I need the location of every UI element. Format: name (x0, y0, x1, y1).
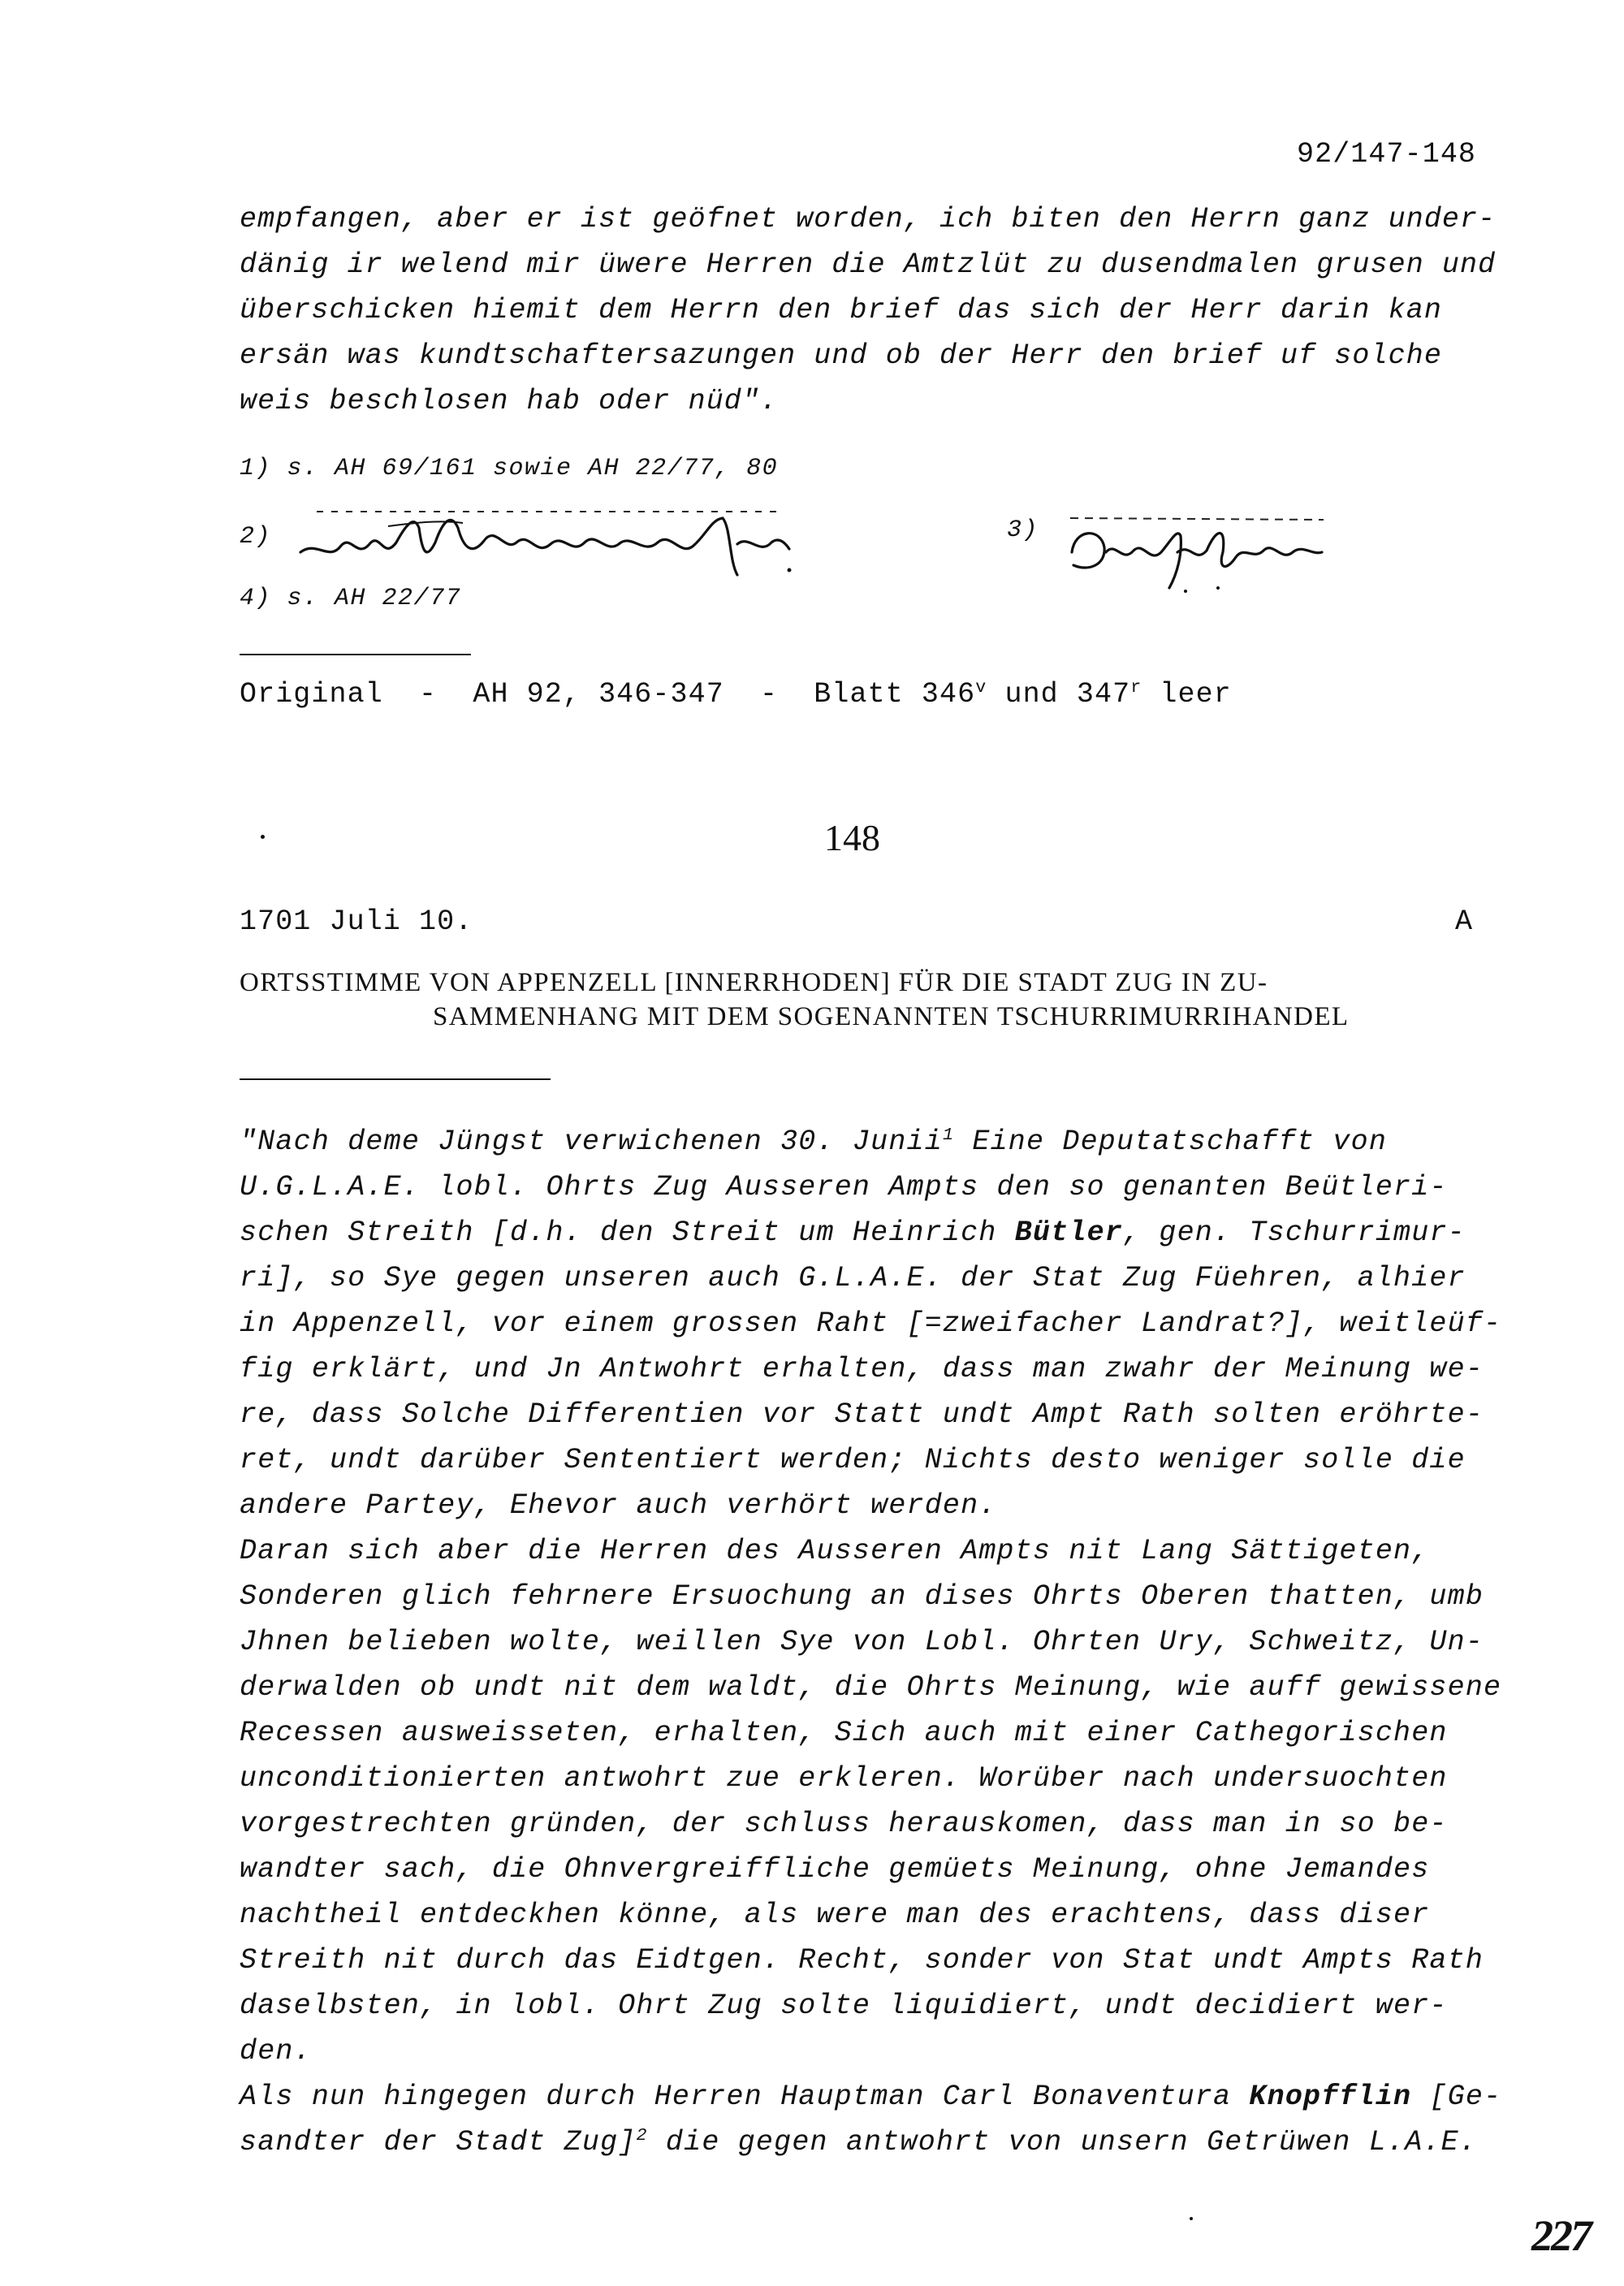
footnote-separator (240, 654, 471, 655)
body-line: Recessen ausweisseten, erhalten, Sich auch mit einer Cathegorischen (240, 1717, 1448, 1749)
body-line (240, 1216, 1466, 1249)
continuation-line: überschicken hiemit dem Herrn den brief das sich der Herr darin kan (240, 294, 1442, 326)
body-line: fig erklärt, und Jn Antwohrt erhalten, dass man zwahr der Meinung we- (240, 1353, 1484, 1385)
document-heading-line: ORTSSTIMME VON APPENZELL [INNERRHODEN] FÜR DIE STADT ZUG IN ZU- (240, 968, 1268, 997)
recto-superscript: r (1130, 677, 1142, 698)
original-note-text: Original - AH 92, 346-347 - Blatt 346 (240, 678, 976, 711)
body-line: den. (240, 2035, 312, 2068)
body-line: vorgestrechten gründen, der schluss herauskomen, dass man in so be- (240, 1808, 1448, 1840)
original-note-suffix: leer (1142, 678, 1232, 711)
body-line: U.G.L.A.E. lobl. Ohrts Zug Ausseren Ampts den so genanten Beütleri- (240, 1171, 1448, 1203)
stray-dot (261, 835, 265, 839)
body-line: Daran sich aber die Herren des Ausseren Ampts nit Lang Sättigeten, (240, 1535, 1430, 1567)
footnote-ref-1: 1 (942, 1125, 955, 1146)
stray-dot (1190, 2217, 1193, 2220)
archive-stamp-number: 227 (1531, 2211, 1590, 2260)
continuation-line: dänig ir welend mir üwere Herren die Amtzlüt zu dusendmalen grusen und (240, 248, 1497, 281)
body-line: ret, undt darüber Sententiert werden; Nichts desto weniger solle die (240, 1444, 1466, 1476)
body-line (240, 2081, 1501, 2113)
body-line (240, 2126, 1477, 2159)
body-text: sandter der Stadt Zug] (240, 2126, 637, 2159)
body-line: ri], so Sye gegen unseren auch G.L.A.E. der Stat Zug Füehren, alhier (240, 1262, 1466, 1294)
footnote-2-label: 2) (240, 523, 272, 551)
body-line: Streith nit durch das Eidtgen. Recht, sonder von Stat undt Ampts Rath (240, 1944, 1484, 1977)
heading-separator (240, 1078, 551, 1080)
original-note (240, 678, 1232, 711)
document-heading-line: SAMMENHANG MIT DEM SOGENANNTEN TSCHURRIMURRIHANDEL (433, 1002, 1350, 1031)
body-line: re, dass Solche Differentien vor Statt undt Ampt Rath solten eröhrte- (240, 1398, 1484, 1431)
continuation-line: empfangen, aber er ist geöfnet worden, ich biten den Herrn ganz under- (240, 203, 1497, 236)
body-text: , gen. Tschurrimur- (1122, 1216, 1466, 1249)
document-type: A (1455, 905, 1474, 938)
continuation-line: weis beschlosen hab oder nüd". (240, 385, 779, 417)
page-reference: 92/147-148 (1297, 138, 1477, 171)
handwritten-note-3 (1056, 503, 1340, 601)
body-line: daselbsten, in lobl. Ohrt Zug solte liquidiert, undt decidiert wer- (240, 1990, 1448, 2022)
body-line: unconditionierten antwohrt zue erkleren. Worüber nach undersuochten (240, 1762, 1448, 1795)
body-line: andere Partey, Ehevor auch verhört werden. (240, 1489, 997, 1522)
body-line: derwalden ob undt nit dem waldt, die Ohrts Meinung, wie auff gewissene (240, 1671, 1502, 1704)
original-note-mid: und 347 (987, 678, 1131, 711)
footnote-ref-2: 2 (636, 2125, 648, 2146)
body-line: in Appenzell, vor einem grossen Raht [=zweifacher Landrat?], weitleüf- (240, 1307, 1502, 1340)
continuation-line: ersän was kundtschaftersazungen und ob der Herr den brief uf solche (240, 339, 1442, 372)
body-text: die gegen antwohrt von unsern Getrüwen L.A.E. (647, 2126, 1478, 2159)
footnote-3-label: 3) (1007, 516, 1039, 544)
body-text: schen Streith [d.h. den Streit um Heinrich (240, 1216, 1015, 1249)
document-number: 148 (824, 817, 880, 858)
body-line: nachtheil entdeckhen könne, als were man des erachtens, dass diser (240, 1899, 1430, 1931)
body-line: wandter sach, die Ohnvergreiffliche gemüets Meinung, ohne Jemandes (240, 1853, 1430, 1886)
body-text: Als nun hingegen durch Herren Hauptman Carl Bonaventura (240, 2081, 1250, 2113)
body-line: Sonderen glich fehrnere Ersuochung an dises Ohrts Oberen thatten, umb (240, 1580, 1484, 1613)
person-name: Bütler (1014, 1216, 1123, 1249)
person-name: Knopfflin (1249, 2081, 1412, 2113)
body-line: Jhnen belieben wolte, weillen Sye von Lobl. Ohrten Ury, Schweitz, Un- (240, 1626, 1484, 1658)
body-line (240, 1126, 1387, 1158)
footnote-1: 1) s. AH 69/161 sowie AH 22/77, 80 (240, 455, 779, 482)
document-date: 1701 Juli 10. (240, 905, 473, 938)
verso-superscript: v (975, 677, 987, 698)
body-text: Eine Deputatschafft von (954, 1126, 1388, 1158)
footnote-4: 4) s. AH 22/77 (240, 585, 462, 612)
body-text: [Ge- (1411, 2081, 1502, 2113)
body-text: "Nach deme Jüngst verwichenen 30. Junii (240, 1126, 943, 1158)
handwritten-note-2 (292, 495, 812, 585)
